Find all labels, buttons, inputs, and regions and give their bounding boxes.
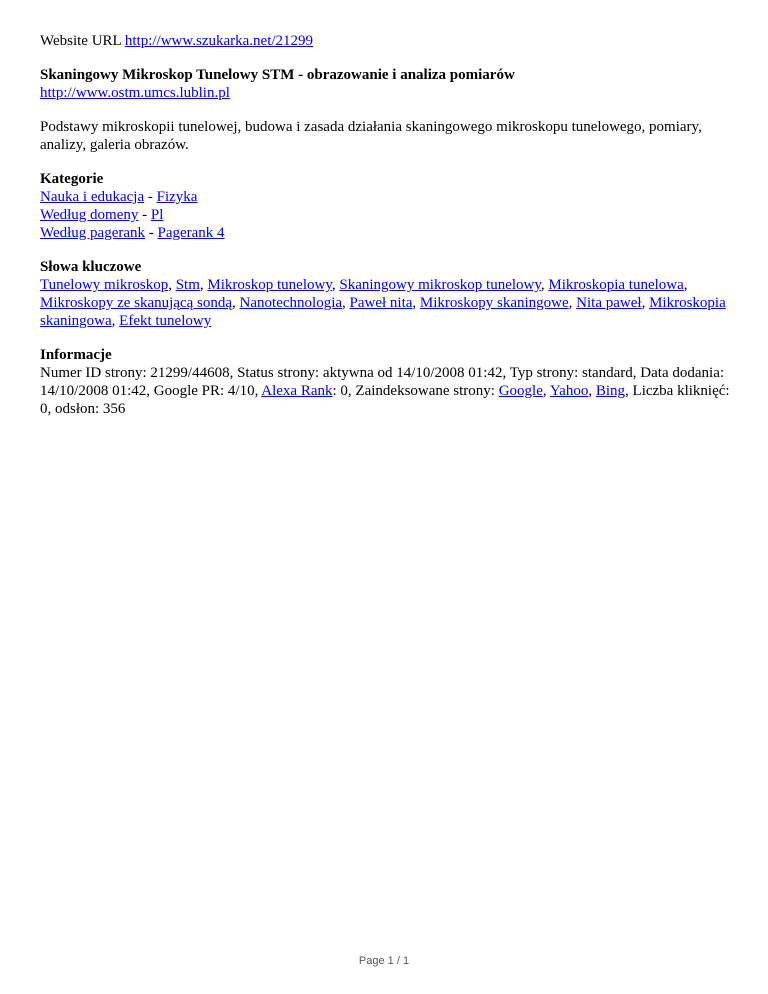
keywords-heading: Słowa kluczowe	[40, 259, 142, 275]
keyword-link[interactable]: Nanotechnologia	[239, 295, 343, 311]
keyword-link[interactable]: Tunelowy mikroskop	[40, 277, 169, 293]
website-url-label: Website URL	[40, 33, 122, 49]
category-link[interactable]: Według pagerank	[40, 225, 145, 241]
subcategory-link[interactable]: Pagerank 4	[157, 225, 225, 241]
category-separator: -	[145, 225, 158, 241]
google-link[interactable]: Google	[498, 383, 543, 399]
keyword-link[interactable]: Mikroskopia skaningowa	[40, 295, 726, 329]
keyword-link[interactable]: Paweł nita	[349, 295, 413, 311]
keywords-list: Tunelowy mikroskop, Stm, Mikroskop tunelowy, Skaningowy mikroskop tunelowy, Mikroskopia tunelowa, Mikroskopy ze skanującą sondą, Nanotechnologia, Paweł nita, Mikroskopy skaningowe, Nita paweł, Mikroskopia skaningowa, Efekt tunelowy	[40, 277, 726, 329]
site-url-link[interactable]: http://www.ostm.umcs.lublin.pl	[40, 85, 230, 101]
subcategory-link[interactable]: Fizyka	[156, 189, 198, 205]
category-row	[40, 206, 730, 224]
keyword-link[interactable]: Nita paweł	[576, 295, 642, 311]
keyword-link[interactable]: Stm	[175, 277, 200, 293]
keyword-link[interactable]: Mikroskopia tunelowa	[548, 277, 684, 293]
info-text-part: Numer ID strony: 21299/44608, Status strony: aktywna od 14/10/2008 01:42, Typ strony: standard, Data dodania: 14/10/2008 01:42, Google PR: 4/10,	[40, 365, 725, 399]
page-number: Page 1 / 1	[358, 955, 410, 967]
keyword-link[interactable]: Mikroskopy ze skanującą sondą	[40, 295, 233, 311]
keywords-section	[40, 258, 730, 330]
info-section	[40, 346, 730, 418]
info-separator: ,	[542, 383, 550, 399]
bing-link[interactable]: Bing	[595, 383, 626, 399]
yahoo-link[interactable]: Yahoo	[549, 383, 589, 399]
categories-section	[40, 170, 730, 242]
keyword-link[interactable]: Mikroskop tunelowy	[207, 277, 332, 293]
category-row	[40, 224, 730, 242]
site-title: Skaningowy Mikroskop Tunelowy STM - obrazowanie i analiza pomiarów	[40, 67, 515, 83]
alexa-rank-link[interactable]: Alexa Rank	[261, 383, 333, 399]
category-separator: -	[144, 189, 157, 205]
info-separator: ,	[588, 383, 596, 399]
site-section	[40, 66, 730, 102]
category-separator: -	[138, 207, 151, 223]
info-text-part: : 0, Zaindeksowane strony:	[332, 383, 499, 399]
category-row	[40, 188, 730, 206]
website-url-link[interactable]: http://www.szukarka.net/21299	[124, 33, 314, 49]
info-heading: Informacje	[40, 347, 112, 363]
categories-heading: Kategorie	[40, 171, 104, 187]
keyword-link[interactable]: Mikroskopy skaningowe	[419, 295, 569, 311]
keyword-link[interactable]: Efekt tunelowy	[119, 313, 212, 329]
site-description: Podstawy mikroskopii tunelowej, budowa i zasada działania skaningowego mikroskopu tunelowego, pomiary, analizy, galeria obrazów.	[40, 119, 702, 153]
category-link[interactable]: Nauka i edukacja	[40, 189, 145, 205]
document-page	[40, 32, 730, 434]
info-text-part: , Liczba kliknięć: 0, odsłon: 356	[40, 383, 730, 417]
website-url-line	[40, 32, 730, 50]
info-text	[40, 364, 730, 418]
subcategory-link[interactable]: Pl	[150, 207, 164, 223]
keyword-link[interactable]: Skaningowy mikroskop tunelowy	[339, 277, 541, 293]
category-link[interactable]: Według domeny	[40, 207, 139, 223]
